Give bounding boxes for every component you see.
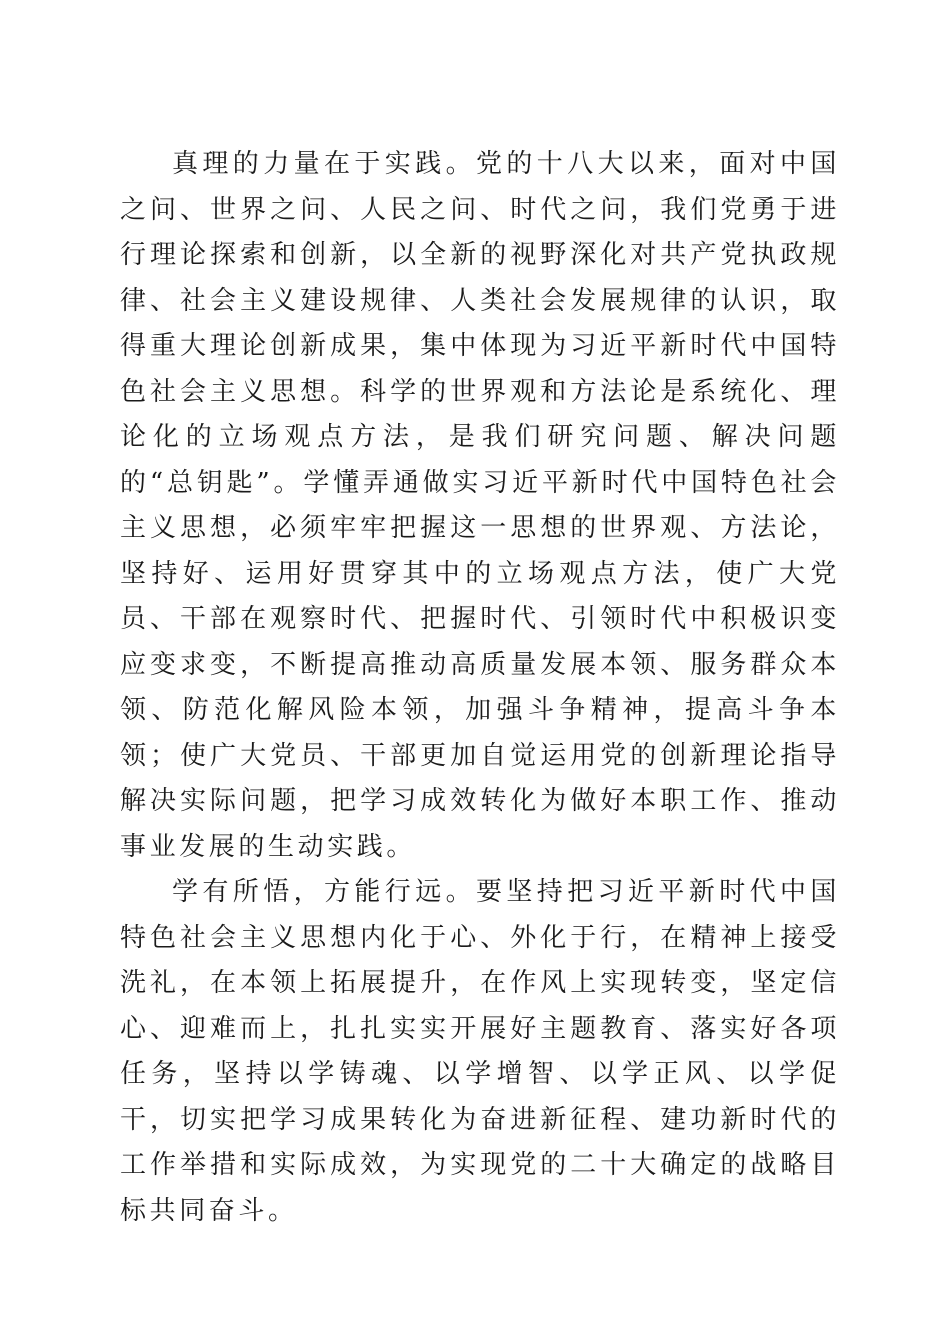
paragraph-1: 真理的力量在于实践。党的十八大以来，面对中国之问、世界之问、人民之问、时代之问，我们党勇于进行理论探索和创新，以全新的视野深化对共产党执政规律、社会主义建设规律、人类社会发展规律的认识，取得重大理论创新成果，集中体现为习近平新时代中国特色社会主义思想。科学的世界观和方法论是系统化、理论化的立场观点方法，是我们研究问题、解决问题的“总钥匙”。学懂弄通做实习近平新时代中国特色社会主义思想，必须牢牢把握这一思想的世界观、方法论，坚持好、运用好贯穿其中的立场观点方法，使广大党员、干部在观察时代、把握时代、引领时代中积极识变应变求变，不断提高推动高质量发展本领、服务群众本领、防范化解风险本领，加强斗争精神，提高斗争本领；使广大党员、干部更加自觉运用党的创新理论指导解决实际问题，把学习成效转化为做好本职工作、推动事业发展的生动实践。 xyxy=(120,149,840,862)
document-body xyxy=(120,142,840,1234)
paragraph-2: 学有所悟，方能行远。要坚持把习近平新时代中国特色社会主义思想内化于心、外化于行，在精神上接受洗礼，在本领上拓展提升，在作风上实现转变，坚定信心、迎难而上，扎扎实实开展好主题教育、落实好各项任务，坚持以学铸魂、以学增智、以学正风、以学促干，切实把学习成果转化为奋进新征程、建功新时代的工作举措和实际成效，为实现党的二十大确定的战略目标共同奋斗。 xyxy=(120,877,840,1226)
